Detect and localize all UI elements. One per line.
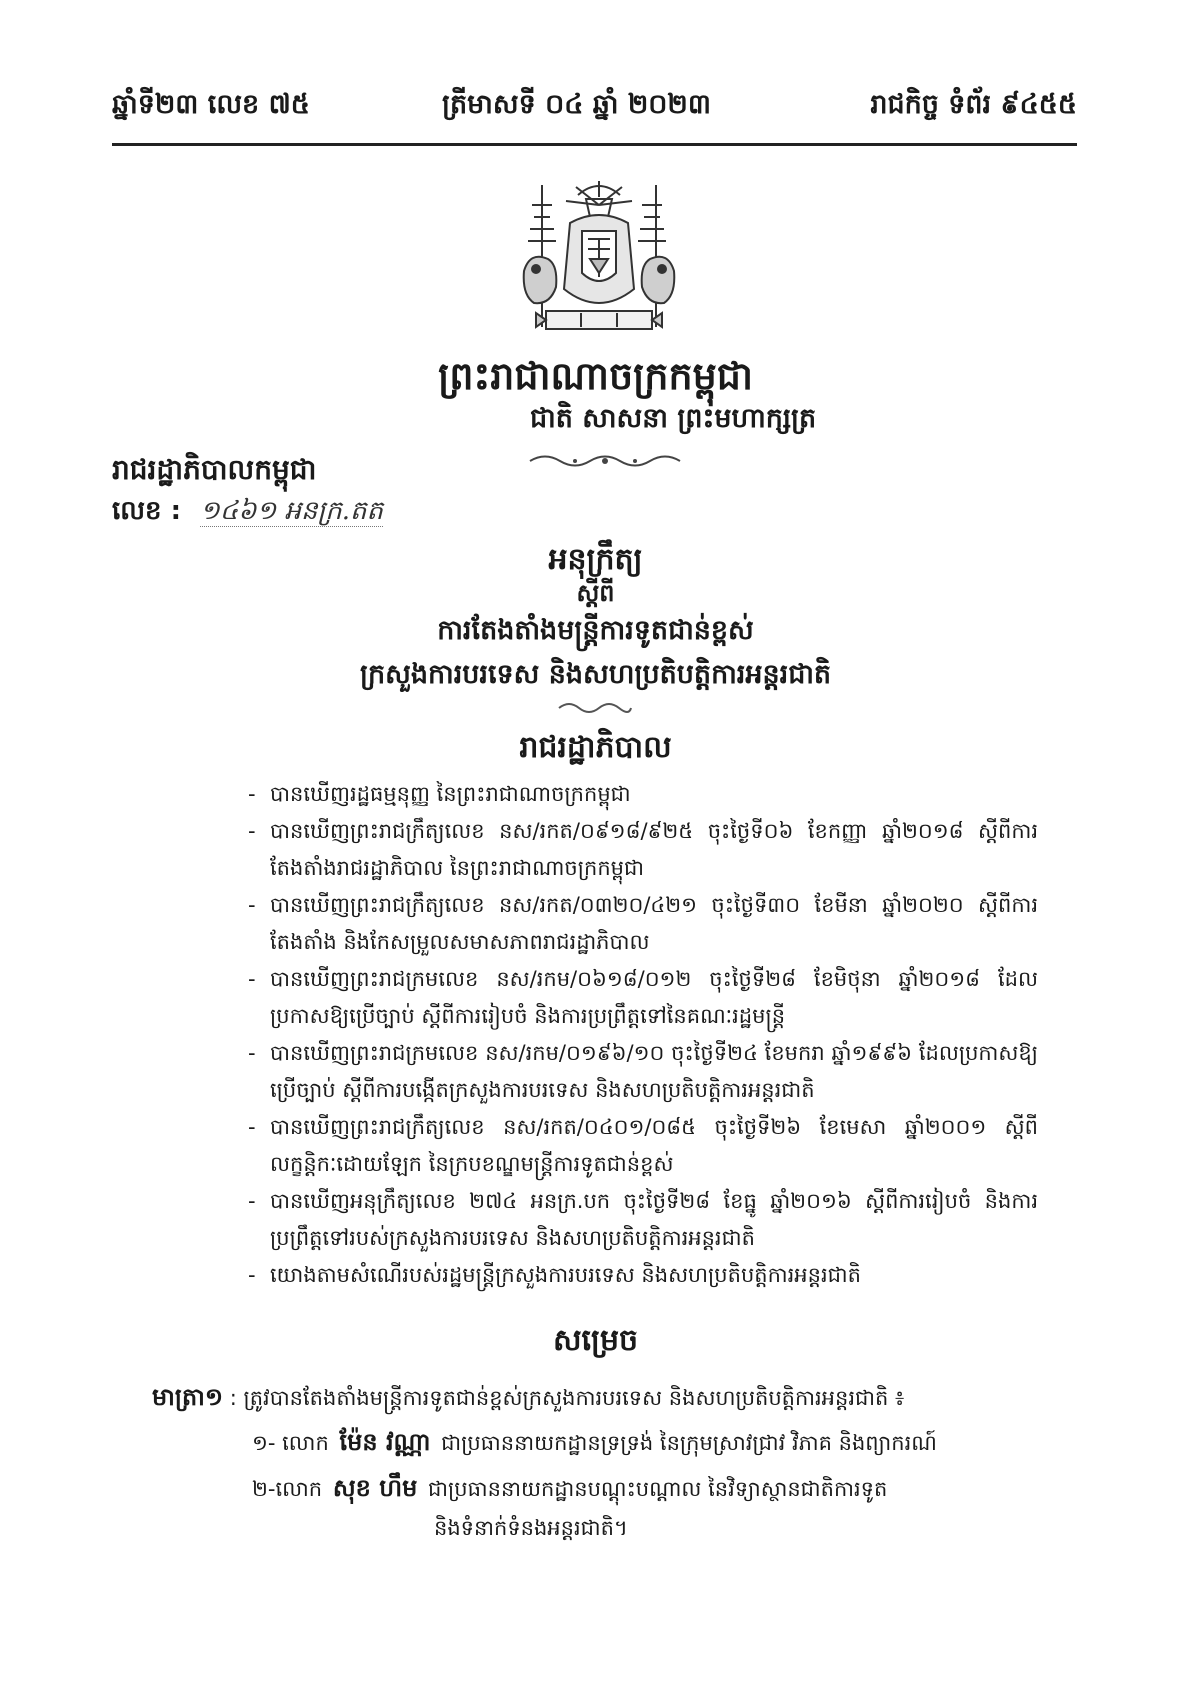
small-ornament-icon <box>555 700 635 716</box>
gazette-issue: ឆ្នាំទី២៣ លេខ ៧៥ <box>112 89 310 120</box>
issuer-name: រាជរដ្ឋាភិបាលកម្ពុជា <box>112 453 317 486</box>
subject-line-2: ក្រសួងការបរទេស និងសហប្រតិបត្តិការអន្តរជាតិ <box>359 659 832 690</box>
national-motto: ជាតិ សាសនា ព្រះមហាក្សត្រ <box>530 403 817 434</box>
appointee-role: ជាប្រធាននាយកដ្ឋានបណ្តុះបណ្តាល នៃវិទ្យាស្ថានជាតិការទូត <box>428 1477 888 1501</box>
reference-number: ១៤៦១ អនក្រ.តត <box>200 496 383 526</box>
appointee-prefix: ២-លោក <box>252 1477 323 1501</box>
consideration-item: - បានឃើញរដ្ឋធម្មនុញ្ញ នៃព្រះរាជាណាចក្រកម្ពុជា <box>248 776 1038 813</box>
kingdom-title: ព្រះរាជាណាចក្រកម្ពុជា <box>438 354 753 398</box>
gazette-header <box>112 88 1077 132</box>
gazette-date: ត្រីមាសទី ០៤ ឆ្នាំ ២០២៣ <box>442 89 711 120</box>
consideration-item: - យោងតាមសំណើរបស់រដ្ឋមន្ត្រីក្រសួងការបរទេស និងសហប្រតិបត្តិការអន្តរជាតិ <box>248 1257 1038 1294</box>
appointee-role: ជាប្រធាននាយកដ្ឋានទ្រទ្រង់ នៃក្រុមស្រាវជ្រាវ វិភាគ និងព្យាករណ៍ <box>441 1431 937 1455</box>
consideration-item: - បានឃើញព្រះរាជក្រឹត្យលេខ នស/រកត/០៤០១/០៨៥ ចុះថ្ងៃទី២៦ ខែមេសា ឆ្នាំ២០០១ ស្តីពីលក្ខន្តិកៈដោយឡែក នៃក្របខណ្ឌមន្ត្រីការទូតជាន់ខ្ពស់ <box>248 1109 1038 1183</box>
appointee-2-role-continued: និងទំនាក់ទំនងអន្តរជាតិ។ <box>434 1516 628 1540</box>
document-type: អនុក្រឹត្យ <box>548 542 643 577</box>
reference-label: លេខ : <box>112 496 181 526</box>
considerations-list <box>248 776 1038 1294</box>
consideration-item: - បានឃើញព្រះរាជក្រមលេខ នស/រកម/០១៩៦/១០ ចុះថ្ងៃទី២៤ ខែមករា ឆ្នាំ១៩៩៦ ដែលប្រកាសឱ្យប្រើច្បាប់ ស្តីពីការបង្កើតក្រសួងការបរទេស និងសហប្រតិបត្តិការអន្តរជាតិ <box>248 1035 1038 1109</box>
appointee-name: សុខ ហឹម <box>332 1474 418 1502</box>
decision-title: សម្រេច <box>552 1323 639 1358</box>
appointee-name: ម៉ែន វណ្ណា <box>339 1428 431 1456</box>
consideration-item: - បានឃើញព្រះរាជក្រឹត្យលេខ នស/រកត/០៩១៨/៩២៥ ចុះថ្ងៃទី០៦ ខែកញ្ញា ឆ្នាំ២០១៨ ស្តីពីការតែងតាំងរាជរដ្ឋាភិបាល នៃព្រះរាជាណាចក្រកម្ពុជា <box>248 813 1038 887</box>
reference-line <box>112 494 383 532</box>
appointee-1 <box>252 1427 937 1462</box>
header-rule <box>112 143 1077 146</box>
subject-line-1: ការតែងតាំងមន្ត្រីការទូតជាន់ខ្ពស់ <box>437 615 754 646</box>
appointee-2 <box>252 1473 887 1508</box>
appointee-prefix: ១- លោក <box>252 1431 329 1455</box>
royal-coat-of-arms-icon <box>516 177 682 341</box>
article-1 <box>152 1382 1052 1417</box>
gazette-page-number: រាជកិច្ច ទំព័រ ៩៤៥៥ <box>870 89 1077 120</box>
consideration-item: - បានឃើញព្រះរាជក្រឹត្យលេខ នស/រកត/០៣២០/៤២១ ចុះថ្ងៃទី៣០ ខែមីនា ឆ្នាំ២០២០ ស្តីពីការតែងតាំង និងកែសម្រួលសមាសភាពរាជរដ្ឋាភិបាល <box>248 887 1038 961</box>
article-label: មាត្រា១ <box>152 1383 224 1411</box>
article-text: : ត្រូវបានតែងតាំងមន្ត្រីការទូតជាន់ខ្ពស់ក្រសួងការបរទេស និងសហប្រតិបត្តិការអន្តរជាតិ ៖ <box>223 1386 905 1410</box>
consideration-item: - បានឃើញអនុក្រឹត្យលេខ ២៧៤ អនក្រ.បក ចុះថ្ងៃទី២៨ ខែធ្នូ ឆ្នាំ២០១៦ ស្តីពីការរៀបចំ និងការប្រព្រឹត្តទៅរបស់ក្រសួងការបរទេស និងសហប្រតិបត្តិការអន្តរជាតិ <box>248 1183 1038 1257</box>
ornament-divider-icon <box>525 450 685 472</box>
issuing-body: រាជរដ្ឋាភិបាល <box>519 730 672 765</box>
consideration-item: - បានឃើញព្រះរាជក្រមលេខ នស/រកម/០៦១៨/០១២ ចុះថ្ងៃទី២៨ ខែមិថុនា ឆ្នាំ២០១៨ ដែលប្រកាសឱ្យប្រើច្បាប់ ស្តីពីការរៀបចំ និងការប្រព្រឹត្តទៅនៃគណៈរដ្ឋមន្ត្រី <box>248 961 1038 1035</box>
subject-label: ស្តីពី <box>576 579 615 607</box>
